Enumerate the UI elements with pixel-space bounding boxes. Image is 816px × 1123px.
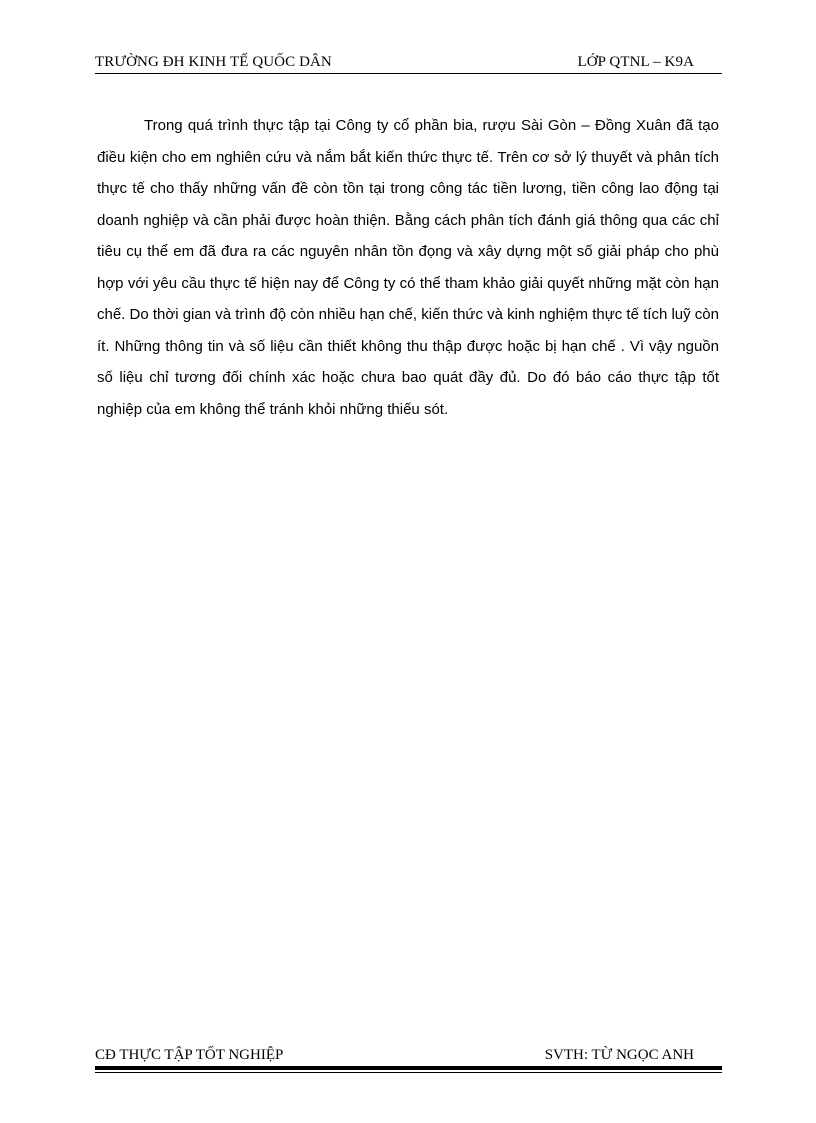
footer-divider-thick [95,1066,722,1070]
footer-divider-thin [95,1072,722,1073]
page-footer [95,1045,722,1065]
header-class-name: LỚP QTNL – K9A [577,54,694,70]
footer-report-title: CĐ THỰC TẬP TỐT NGHIỆP [95,1047,284,1063]
body-paragraph: Trong quá trình thực tập tại Công ty cổ phần bia, rượu Sài Gòn – Đồng Xuân đã tạo điều kiện cho em nghiên cứu và nắm bắt kiến thức thực tế. Trên cơ sở lý thuyết và phân tích thực tế cho thấy những vấn đề còn tồn tại trong công tác tiền lương, tiền công lao động tại doanh nghiệp và cần phải được hoàn thiện. Bằng cách phân tích đánh giá thông qua các chỉ tiêu cụ thể em đã đưa ra các nguyên nhân tồn đọng và xây dựng một số giải pháp cho phù hợp với yêu cầu thực tế hiện nay để Công ty có thể tham khảo giải quyết những mặt còn hạn chế. Do thời gian và trình độ còn nhiều hạn chế, kiến thức và kinh nghiệm thực tế tích luỹ còn ít. Những thông tin và số liệu cần thiết không thu thập được hoặc bị hạn chế . Vì vậy nguồn số liệu chỉ tương đối chính xác hoặc chưa bao quát đầy đủ. Do đó báo cáo thực tập tốt nghiệp của em không thể tránh khỏi những thiếu sót. [97,117,719,418]
header-school-name: TRƯỜNG ĐH KINH TẾ QUỐC DÂN [95,54,332,70]
header-divider [95,73,722,74]
footer-student-name: SVTH: TỪ NGỌC ANH [544,1047,694,1063]
page-header [95,52,722,72]
